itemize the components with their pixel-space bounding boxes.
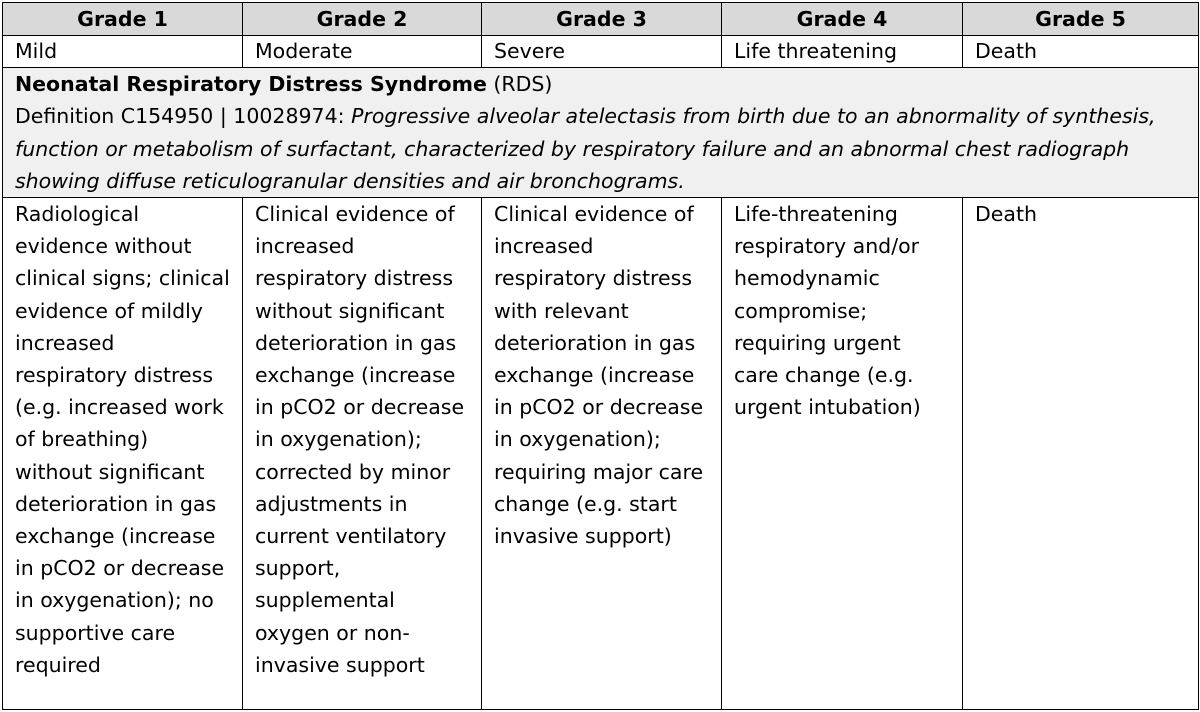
grade-5-description: Death bbox=[963, 198, 1199, 710]
adverse-event-row bbox=[3, 68, 1199, 198]
adverse-event-abbreviation: (RDS) bbox=[486, 72, 553, 97]
grade-4-description: Life-threatening respiratory and/or hemodynamic compromise; requiring urgent care change (e.g. urgent intubation) bbox=[722, 198, 963, 710]
severity-grade-4: Life threatening bbox=[722, 36, 963, 68]
definition-text: Progressive alveolar atelectasis from birth due to an abnormality of synthesis, function or metabolism of surfactant, characterized by respiratory failure and an abnormal chest radiograph showing diffuse reticulogranular densities and air bronchograms. bbox=[15, 104, 1156, 193]
grade-3-header: Grade 3 bbox=[482, 3, 722, 36]
severity-grade-3: Severe bbox=[482, 36, 722, 68]
grade-5-header: Grade 5 bbox=[963, 3, 1199, 36]
grade-2-header: Grade 2 bbox=[243, 3, 482, 36]
grading-table bbox=[2, 2, 1199, 710]
grade-4-header: Grade 4 bbox=[722, 3, 963, 36]
grade-header-row bbox=[3, 3, 1199, 36]
severity-row bbox=[3, 36, 1199, 68]
adverse-event-term: Neonatal Respiratory Distress Syndrome bbox=[15, 72, 487, 97]
grade-description-row bbox=[3, 198, 1199, 710]
adverse-event-definition bbox=[3, 68, 1199, 198]
grade-2-description: Clinical evidence of increased respiratory distress without significant deterioration in gas exchange (increase in pCO2 or decrease in oxygenation); corrected by minor adjustments in current ventilatory support, supplemental oxygen or non-invasive support bbox=[243, 198, 482, 710]
severity-grade-5: Death bbox=[963, 36, 1199, 68]
severity-grade-1: Mild bbox=[3, 36, 243, 68]
grade-1-header: Grade 1 bbox=[3, 3, 243, 36]
grade-1-description: Radiological evidence without clinical signs; clinical evidence of mildly increased respiratory distress (e.g. increased work of breathing) without significant deterioration in gas exchange (increase in pCO2 or decrease in oxygenation); no supportive care required bbox=[3, 198, 243, 710]
grade-3-description: Clinical evidence of increased respiratory distress with relevant deterioration in gas exchange (increase in pCO2 or decrease in oxygenation); requiring major care change (e.g. start invasive support) bbox=[482, 198, 722, 710]
severity-grade-2: Moderate bbox=[243, 36, 482, 68]
definition-prefix: Definition C154950 | 10028974: bbox=[15, 104, 352, 129]
